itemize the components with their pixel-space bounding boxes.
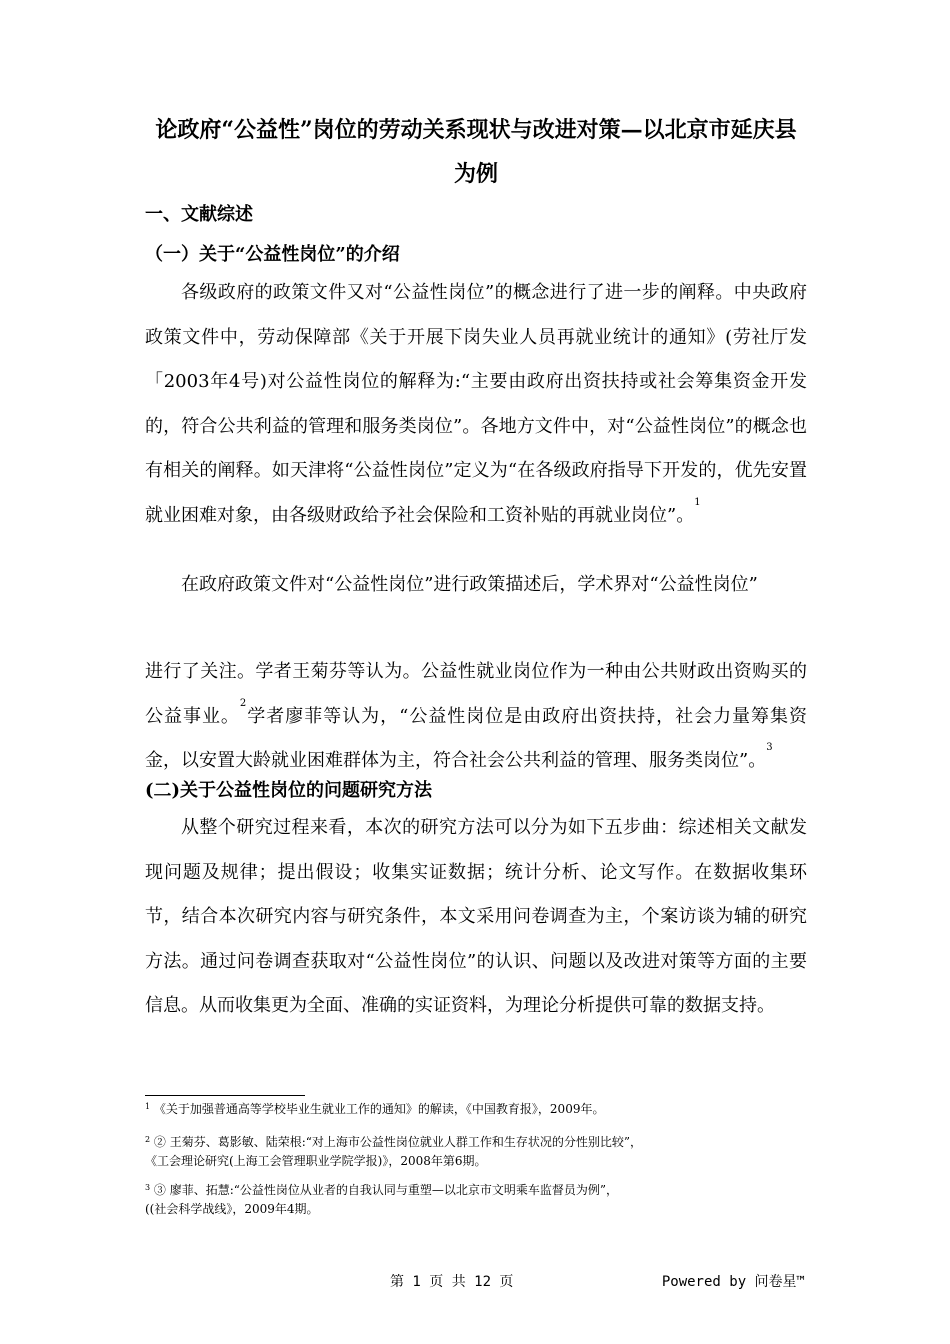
footnote-divider [145, 1095, 305, 1096]
paragraph-definition-text: 各级政府的政策文件又对“公益性岗位”的概念进行了进一步的阐释。中央政府政策文件中，劳动保障部《关于开展下岗失业人员再就业统计的通知》(劳社厅发「2003年4号)对公益性岗位的解释为:“主要由政府出资扶持或社会筹集资金开发的，符合公共利益的管理和服务类岗位”。各地方文件中，对“公益性岗位”的概念也有相关的阐释。如天津将“公益性岗位”定义为“在各级政府指导下开发的，优先安置就业困难对象，由各级财政给予社会保险和工资补贴的再就业岗位”。 [145, 282, 807, 526]
page-number: 第 1 页 共 12 页 [390, 1274, 514, 1290]
footnote-1-text: 《关于加强普通高等学校毕业生就业工作的通知》的解读，《中国教育报》，2009年。 [153, 1102, 605, 1116]
paragraph-definition [145, 271, 807, 538]
footnote-3-mark: 3 [145, 1183, 151, 1192]
subsection-heading-methods: (二)关于公益性岗位的问题研究方法 [145, 780, 433, 801]
footnote-2-line2: 《工会理论研究(上海工会管理职业学院学报)》，2008年第6期。 [145, 1154, 487, 1168]
footnote-ref-2: 2 [239, 697, 247, 709]
paragraph-academic-intro: 在政府政策文件对“公益性岗位”进行政策描述后，学术界对“公益性岗位” [181, 574, 758, 595]
footnote-2 [145, 1133, 825, 1171]
academic-views-text-1: 进行了关注。学者王菊芬等认为。公益性就业岗位作为一种由公共财政出资购买的公益事业。 [145, 661, 807, 727]
document-title: 论政府“公益性”岗位的劳动关系现状与改进对策—以北京市延庆县为例 [155, 117, 797, 187]
footnote-ref-3: 3 [766, 742, 773, 753]
subsection-heading-introduction: （一）关于“公益性岗位”的介绍 [145, 244, 400, 265]
footnote-3-line2: ((社会科学战线》，2009年4期。 [145, 1202, 319, 1216]
footnote-1 [145, 1100, 825, 1119]
academic-views-text-2: 学者廖菲等认为，“公益性岗位是由政府出资扶持，社会力量筹集资金，以安置大龄就业困难群体为主，符合社会公共利益的管理、服务类岗位”。 [145, 705, 808, 771]
footnote-1-mark: 1 [145, 1102, 151, 1111]
paragraph-methods: 从整个研究过程来看，本次的研究方法可以分为如下五步曲：综述相关文献发现问题及规律；提出假设；收集实证数据；统计分析、论文写作。在数据收集环节，结合本次研究内容与研究条件，本文采用问卷调查为主，个案访谈为辅的研究方法。通过问卷调查获取对“公益性岗位”的认识、问题以及改进对策等方面的主要信息。从而收集更为全面、准确的实证资料，为理论分析提供可靠的数据支持。 [145, 817, 807, 1016]
footnote-2-line1: ② 王菊芬、葛影敏、陆荣根:“对上海市公益性岗位就业人群工作和生存状况的分性别比较”， [153, 1135, 643, 1149]
footnote-ref-1: 1 [694, 496, 701, 508]
footnote-3 [145, 1181, 825, 1219]
footnote-3-line1: ③ 廖菲、拓慧:“公益性岗位从业者的自我认同与重塑—以北京市文明乘车监督员为例”， [153, 1183, 619, 1197]
footnote-2-mark: 2 [145, 1135, 151, 1144]
paragraph-academic-views [145, 650, 807, 784]
section-heading-literature-review: 一、文献综述 [145, 204, 253, 225]
powered-by-label: Powered by 问卷星™ [661, 1274, 805, 1290]
